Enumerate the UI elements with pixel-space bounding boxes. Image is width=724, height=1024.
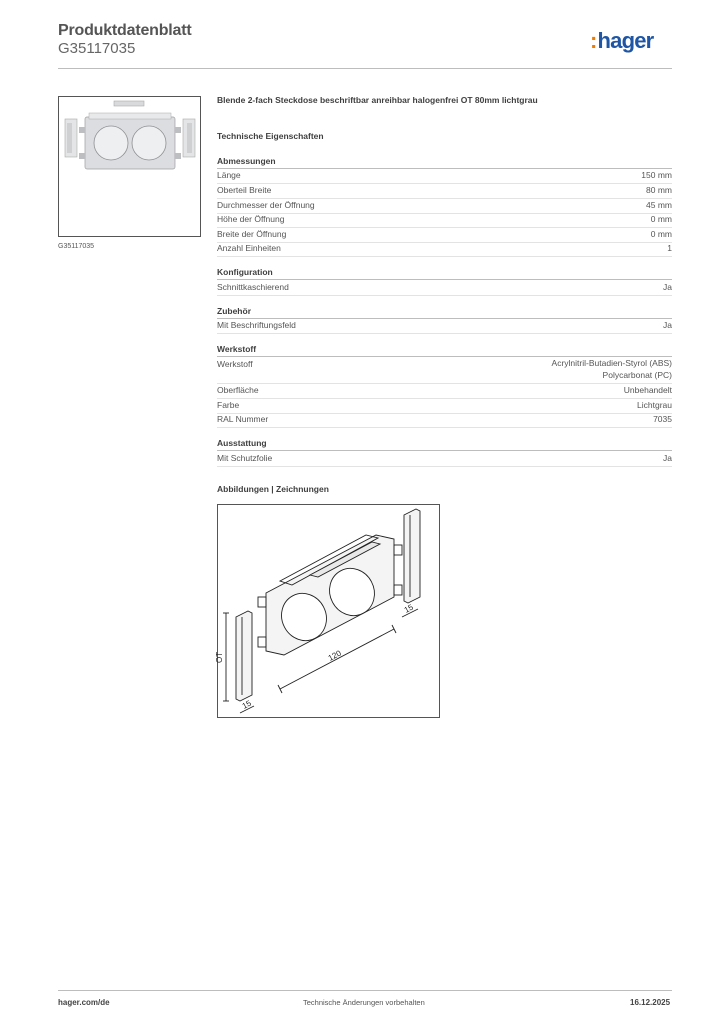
row-label: Mit Schutzfolie xyxy=(217,453,273,463)
table-row xyxy=(217,213,672,228)
product-description: Blende 2-fach Steckdose beschriftbar anreihbar halogenfrei OT 80mm lichtgrau xyxy=(217,95,538,105)
row-value: 7035 xyxy=(653,414,672,424)
row-value-multi xyxy=(552,358,672,383)
logo-text: hager xyxy=(597,28,654,53)
table-row xyxy=(217,199,672,214)
page-title: Produktdatenblatt xyxy=(58,22,192,39)
table-row xyxy=(217,319,672,334)
drawings-heading: Abbildungen | Zeichnungen xyxy=(217,484,329,494)
footer-note: Technische Änderungen vorbehalten xyxy=(303,998,425,1007)
table-row xyxy=(217,184,672,199)
row-value: 0 mm xyxy=(650,229,672,239)
row-label: Höhe der Öffnung xyxy=(217,214,285,224)
section-heading-werkstoff: Werkstoff xyxy=(217,344,672,357)
row-label: Werkstoff xyxy=(217,359,253,369)
dim-length-label: 120 xyxy=(326,648,343,663)
table-row xyxy=(217,399,672,414)
table-row xyxy=(217,358,672,384)
row-label: Mit Beschriftungsfeld xyxy=(217,320,296,330)
row-value: Ja xyxy=(663,320,672,330)
technical-heading: Technische Eigenschaften xyxy=(217,131,324,141)
logo-mark: : xyxy=(590,28,597,53)
row-value: 0 mm xyxy=(650,214,672,224)
footer-website: hager.com/de xyxy=(58,998,110,1007)
row-label: Oberfläche xyxy=(217,385,259,395)
footer-divider xyxy=(58,990,672,991)
row-value: Unbehandelt xyxy=(623,385,672,395)
thumbnail-caption: G35117035 xyxy=(58,243,95,250)
table-row xyxy=(217,169,672,184)
table-row xyxy=(217,413,672,428)
section-heading-zubehoer: Zubehör xyxy=(217,306,672,319)
row-value: Lichtgrau xyxy=(637,400,672,410)
table-row xyxy=(217,384,672,399)
row-value: Acrylnitril-Butadien-Styrol (ABS) xyxy=(551,358,672,368)
footer-date: 16.12.2025 xyxy=(630,998,671,1007)
hager-logo xyxy=(590,28,653,54)
section-heading-abmessungen: Abmessungen xyxy=(217,156,672,169)
product-thumbnail xyxy=(58,96,201,237)
row-label: RAL Nummer xyxy=(217,414,269,424)
technical-drawing xyxy=(217,504,440,718)
row-label: Länge xyxy=(217,170,241,180)
dim-height-label: OT xyxy=(215,651,224,663)
row-value: 80 mm xyxy=(646,185,672,195)
table-row xyxy=(217,452,672,467)
row-value: 150 mm xyxy=(641,170,672,180)
row-label: Oberteil Breite xyxy=(217,185,272,195)
section-heading-ausstattung: Ausstattung xyxy=(217,438,672,451)
table-row xyxy=(217,281,672,296)
table-row xyxy=(217,228,672,243)
row-label: Breite der Öffnung xyxy=(217,229,287,239)
header-divider xyxy=(58,68,672,69)
row-label: Schnittkaschierend xyxy=(217,282,289,292)
row-value: 1 xyxy=(667,243,672,253)
row-label: Durchmesser der Öffnung xyxy=(217,200,315,210)
dim-side-right-label: 15 xyxy=(402,602,415,615)
row-value: Ja xyxy=(663,282,672,292)
row-label: Farbe xyxy=(217,400,240,410)
row-value: Polycarbonat (PC) xyxy=(602,369,672,380)
dim-side-left-label: 15 xyxy=(240,698,253,711)
article-number: G35117035 xyxy=(58,40,136,57)
table-row xyxy=(217,242,672,257)
row-label: Anzahl Einheiten xyxy=(217,243,281,253)
row-value: 45 mm xyxy=(646,200,672,210)
row-value: Ja xyxy=(663,453,672,463)
technical-drawing-image xyxy=(215,505,439,717)
section-heading-konfiguration: Konfiguration xyxy=(217,267,672,280)
product-thumbnail-image xyxy=(59,97,200,236)
